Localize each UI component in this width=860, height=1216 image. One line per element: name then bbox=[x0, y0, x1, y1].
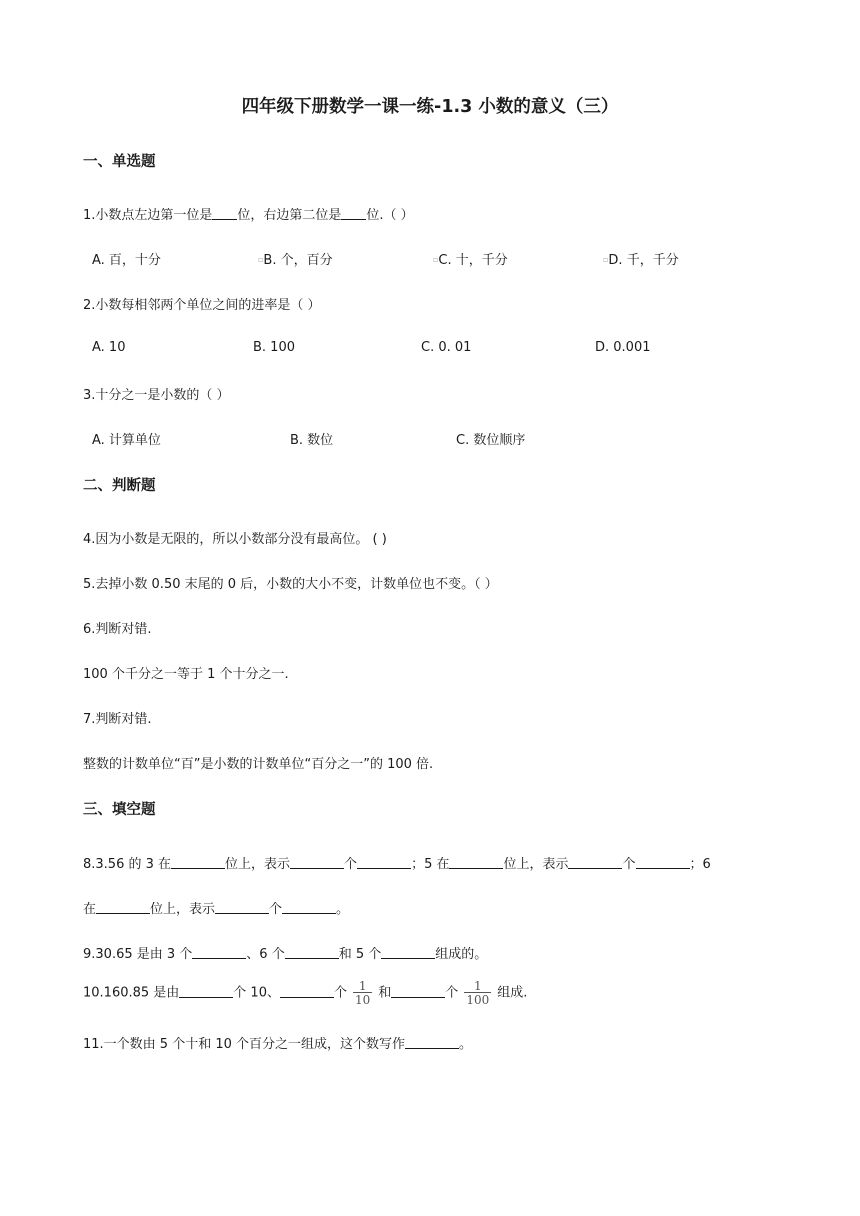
answer-blank[interactable] bbox=[341, 206, 366, 220]
q1-option-d[interactable]: ▫D. 千，千分 bbox=[603, 253, 679, 268]
q1-option-a[interactable]: A. 百，十分 bbox=[92, 253, 161, 268]
question-7-statement: 整数的计数单位“百”是小数的计数单位“百分之一”的 100 倍. bbox=[83, 757, 434, 772]
q2-option-d[interactable]: D. 0.001 bbox=[595, 340, 651, 355]
answer-blank[interactable] bbox=[285, 945, 339, 959]
question-2: 2.小数每相邻两个单位之间的进率是（ ） bbox=[83, 298, 321, 313]
question-3: 3.十分之一是小数的（ ） bbox=[83, 388, 230, 403]
page-title: 四年级下册数学一课一练-1.3 小数的意义（三） bbox=[241, 97, 619, 117]
answer-blank[interactable] bbox=[636, 855, 690, 869]
answer-blank[interactable] bbox=[96, 900, 150, 914]
answer-blank[interactable] bbox=[290, 855, 344, 869]
question-1 bbox=[83, 204, 414, 223]
answer-blank[interactable] bbox=[192, 945, 246, 959]
section-heading-single-choice: 一、单选题 bbox=[83, 154, 156, 170]
q2-option-c[interactable]: C. 0. 01 bbox=[421, 340, 472, 355]
question-1-stem-a: 1.小数点左边第一位是 bbox=[83, 208, 213, 223]
question-4: 4.因为小数是无限的，所以小数部分没有最高位。 ( ) bbox=[83, 532, 387, 547]
answer-blank[interactable] bbox=[405, 1035, 459, 1049]
q3-option-b[interactable]: B. 数位 bbox=[290, 433, 334, 448]
answer-blank[interactable] bbox=[357, 855, 411, 869]
q1-option-c[interactable]: ▫C. 十，千分 bbox=[433, 253, 508, 268]
q2-option-a[interactable]: A. 10 bbox=[92, 340, 126, 355]
answer-blank[interactable] bbox=[391, 984, 445, 998]
answer-blank[interactable] bbox=[282, 900, 336, 914]
dot-marker-icon: ▫ bbox=[433, 255, 439, 264]
question-6-statement: 100 个千分之一等于 1 个十分之一. bbox=[83, 667, 289, 682]
answer-blank[interactable] bbox=[215, 900, 269, 914]
answer-blank[interactable] bbox=[212, 206, 237, 220]
question-7-label: 7.判断对错. bbox=[83, 712, 152, 727]
section-heading-fill-in: 三、填空题 bbox=[83, 802, 156, 818]
dot-marker-icon: ▫ bbox=[258, 255, 264, 264]
q3-option-a[interactable]: A. 计算单位 bbox=[92, 433, 161, 448]
section-heading-true-false: 二、判断题 bbox=[83, 478, 156, 494]
answer-blank[interactable] bbox=[381, 945, 435, 959]
dot-marker-icon: ▫ bbox=[603, 255, 609, 264]
question-11: 11.一个数由 5 个十和 10 个百分之一组成，这个数写作 。 bbox=[83, 1037, 473, 1052]
question-8-line-2: 在 位上，表示 个 。 bbox=[83, 902, 350, 917]
q3-option-c[interactable]: C. 数位顺序 bbox=[456, 433, 526, 448]
q2-option-b[interactable]: B. 100 bbox=[253, 340, 295, 355]
answer-blank[interactable] bbox=[449, 855, 503, 869]
answer-blank[interactable] bbox=[568, 855, 622, 869]
q1-option-b[interactable]: ▫B. 个，百分 bbox=[258, 253, 333, 268]
question-1-stem-b: 位，右边第二位是 bbox=[237, 208, 342, 223]
question-5: 5.去掉小数 0.50 末尾的 0 后，小数的大小不变，计数单位也不变。（ ） bbox=[83, 577, 498, 592]
fraction-one-hundredth: $\frac{1}{100}$ bbox=[466, 979, 490, 1007]
answer-blank[interactable] bbox=[179, 984, 233, 998]
answer-blank[interactable] bbox=[171, 855, 225, 869]
question-1-stem-c: 位.（ ） bbox=[366, 208, 414, 223]
answer-blank[interactable] bbox=[280, 984, 334, 998]
question-10: 10.160.85 是由 个 10、 个 $\frac{1}{10}$ 和 个 $\frac{1}{100}$ 组成. bbox=[83, 979, 528, 1007]
question-6-label: 6.判断对错. bbox=[83, 622, 152, 637]
question-8-line-1: 8.3.56 的 3 在 位上，表示 个 ；5 在 位上，表示 个 ；6 bbox=[83, 857, 711, 872]
question-9: 9.30.65 是由 3 个 、6 个 和 5 个 组成的。 bbox=[83, 947, 488, 962]
fraction-one-tenth: $\frac{1}{10}$ bbox=[355, 979, 371, 1007]
